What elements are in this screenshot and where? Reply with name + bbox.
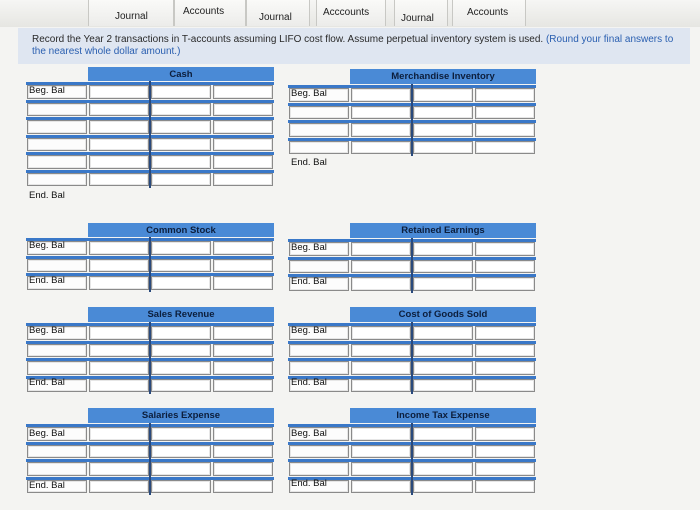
account-row-label-cell (27, 120, 87, 134)
amount-input-cell[interactable] (213, 462, 273, 476)
amount-input-cell[interactable] (213, 85, 273, 99)
amount-input-cell[interactable] (213, 326, 273, 340)
t-account-divider (411, 423, 413, 495)
beg-bal-label: Beg. Bal (29, 325, 65, 336)
t-account-title-sales-revenue: Sales Revenue (88, 307, 274, 322)
amount-input-cell[interactable] (213, 173, 273, 187)
tab-journal-2[interactable] (246, 0, 310, 26)
beg-bal-label: Beg. Bal (29, 428, 65, 439)
amount-input-cell[interactable] (89, 344, 149, 358)
amount-input-cell[interactable] (213, 361, 273, 375)
tab-bar (0, 0, 700, 27)
instructions (32, 34, 682, 58)
amount-input-cell[interactable] (89, 259, 149, 273)
amount-input-cell[interactable] (213, 138, 273, 152)
amount-input-cell[interactable] (351, 361, 411, 375)
t-account-divider (149, 237, 151, 292)
tab-accounts-1-label: Accounts (183, 6, 225, 17)
amount-input-cell[interactable] (351, 462, 411, 476)
t-account-divider (411, 322, 413, 394)
amount-input-cell[interactable] (413, 480, 473, 494)
amount-input-cell[interactable] (89, 480, 149, 494)
tab-journal-3-label: Journal (401, 13, 434, 24)
amount-input-cell[interactable] (413, 88, 473, 102)
amount-input-cell[interactable] (413, 344, 473, 358)
account-row-label-cell (27, 462, 87, 476)
tab-accounts-2-label: Acccounts (323, 7, 370, 18)
t-account-divider (411, 238, 413, 293)
amount-input-cell[interactable] (213, 103, 273, 117)
account-row-label-cell (27, 344, 87, 358)
tab-journal-1-label: Journal (115, 11, 148, 22)
amount-input-cell[interactable] (213, 259, 273, 273)
amount-input-cell[interactable] (89, 85, 149, 99)
beg-bal-label: Beg. Bal (291, 428, 327, 439)
amount-input-cell[interactable] (351, 326, 411, 340)
amount-input-cell[interactable] (89, 155, 149, 169)
amount-input-cell[interactable] (151, 445, 211, 459)
amount-input-cell[interactable] (351, 123, 411, 137)
amount-input-cell[interactable] (151, 173, 211, 187)
t-account-title-cost-of-goods-sold: Cost of Goods Sold (350, 307, 536, 322)
t-account-divider (149, 81, 151, 188)
amount-input-cell[interactable] (213, 379, 273, 393)
end-bal-label: End. Bal (291, 478, 327, 489)
account-row-label-cell (27, 361, 87, 375)
t-account-title-common-stock: Common Stock (88, 223, 274, 237)
amount-input-cell[interactable] (151, 103, 211, 117)
amount-input-cell[interactable] (151, 259, 211, 273)
amount-input-cell[interactable] (475, 326, 535, 340)
amount-input-cell[interactable] (413, 379, 473, 393)
amount-input-cell[interactable] (351, 379, 411, 393)
amount-input-cell[interactable] (351, 480, 411, 494)
amount-input-cell[interactable] (475, 88, 535, 102)
amount-input-cell[interactable] (213, 155, 273, 169)
tab-journal-2-label: Journal (259, 12, 292, 23)
account-row-label-cell (289, 260, 349, 274)
tab-accounts-2[interactable] (316, 0, 386, 26)
account-row-label-cell (289, 361, 349, 375)
amount-input-cell[interactable] (89, 173, 149, 187)
account-row-label-cell (27, 155, 87, 169)
amount-input-cell[interactable] (89, 445, 149, 459)
amount-input-cell[interactable] (89, 120, 149, 134)
amount-input-cell[interactable] (413, 106, 473, 120)
account-row-label-cell (27, 173, 87, 187)
end-bal-label: End. Bal (29, 190, 65, 201)
amount-input-cell[interactable] (89, 276, 149, 290)
beg-bal-label: Beg. Bal (291, 242, 327, 253)
amount-input-cell[interactable] (413, 260, 473, 274)
amount-input-cell[interactable] (151, 85, 211, 99)
amount-input-cell[interactable] (351, 106, 411, 120)
amount-input-cell[interactable] (89, 103, 149, 117)
end-bal-label: End. Bal (29, 480, 65, 491)
amount-input-cell[interactable] (151, 120, 211, 134)
amount-input-cell[interactable] (475, 260, 535, 274)
amount-input-cell[interactable] (413, 242, 473, 256)
tab-journal-1[interactable] (88, 0, 174, 26)
end-bal-label: End. Bal (291, 276, 327, 287)
amount-input-cell[interactable] (151, 276, 211, 290)
account-row-label-cell (289, 445, 349, 459)
beg-bal-label: Beg. Bal (291, 325, 327, 336)
tab-accounts-3[interactable] (452, 0, 526, 26)
t-account-divider (149, 423, 151, 495)
t-account-title-cash: Cash (88, 67, 274, 81)
t-account-title-merchandise-inventory: Merchandise Inventory (350, 69, 536, 84)
amount-input-cell[interactable] (475, 123, 535, 137)
amount-input-cell[interactable] (351, 445, 411, 459)
tab-journal-3[interactable] (394, 0, 448, 26)
amount-input-cell[interactable] (351, 260, 411, 274)
end-bal-label: End. Bal (291, 377, 327, 388)
amount-input-cell[interactable] (351, 277, 411, 291)
account-row-label-cell (289, 141, 349, 155)
amount-input-cell[interactable] (413, 141, 473, 155)
amount-input-cell[interactable] (89, 138, 149, 152)
end-bal-label: End. Bal (29, 275, 65, 286)
amount-input-cell[interactable] (151, 427, 211, 441)
amount-input-cell[interactable] (213, 276, 273, 290)
instruction-note: (Round your final answers to the nearest whole dollar amount.) (32, 34, 674, 57)
amount-input-cell[interactable] (351, 344, 411, 358)
t-account-title-salaries-expense: Salaries Expense (88, 408, 274, 423)
amount-input-cell[interactable] (351, 88, 411, 102)
tab-accounts-3-label: Accounts (467, 7, 509, 18)
beg-bal-label: Beg. Bal (291, 88, 327, 99)
instruction-text: Record the Year 2 transactions in T-accounts assuming LIFO cost flow. Assume perpetual inventory system is used. (32, 34, 544, 45)
amount-input-cell[interactable] (413, 277, 473, 291)
amount-input-cell[interactable] (151, 379, 211, 393)
account-row-label-cell (27, 103, 87, 117)
amount-input-cell[interactable] (413, 445, 473, 459)
amount-input-cell[interactable] (413, 462, 473, 476)
beg-bal-label: Beg. Bal (29, 85, 65, 96)
account-row-label-cell (27, 138, 87, 152)
amount-input-cell[interactable] (475, 106, 535, 120)
amount-input-cell[interactable] (89, 361, 149, 375)
tab-accounts-1[interactable] (174, 0, 246, 26)
amount-input-cell[interactable] (475, 480, 535, 494)
amount-input-cell[interactable] (475, 379, 535, 393)
beg-bal-label: Beg. Bal (29, 240, 65, 251)
amount-input-cell[interactable] (351, 242, 411, 256)
amount-input-cell[interactable] (351, 427, 411, 441)
amount-input-cell[interactable] (151, 326, 211, 340)
amount-input-cell[interactable] (89, 241, 149, 255)
amount-input-cell[interactable] (413, 361, 473, 375)
amount-input-cell[interactable] (413, 123, 473, 137)
amount-input-cell[interactable] (151, 241, 211, 255)
amount-input-cell[interactable] (475, 242, 535, 256)
amount-input-cell[interactable] (151, 462, 211, 476)
t-account-divider (411, 84, 413, 156)
account-row-label-cell (289, 106, 349, 120)
end-bal-label: End. Bal (29, 377, 65, 388)
amount-input-cell[interactable] (213, 241, 273, 255)
amount-input-cell[interactable] (475, 445, 535, 459)
end-bal-label: End. Bal (291, 157, 327, 168)
t-account-title-retained-earnings: Retained Earnings (350, 223, 536, 238)
amount-input-cell[interactable] (151, 361, 211, 375)
amount-input-cell[interactable] (213, 120, 273, 134)
amount-input-cell[interactable] (213, 480, 273, 494)
amount-input-cell[interactable] (213, 427, 273, 441)
amount-input-cell[interactable] (475, 344, 535, 358)
account-row-label-cell (27, 445, 87, 459)
amount-input-cell[interactable] (151, 480, 211, 494)
amount-input-cell[interactable] (89, 427, 149, 441)
amount-input-cell[interactable] (475, 141, 535, 155)
amount-input-cell[interactable] (413, 427, 473, 441)
amount-input-cell[interactable] (213, 344, 273, 358)
amount-input-cell[interactable] (89, 326, 149, 340)
amount-input-cell[interactable] (89, 462, 149, 476)
amount-input-cell[interactable] (475, 361, 535, 375)
amount-input-cell[interactable] (351, 141, 411, 155)
amount-input-cell[interactable] (213, 445, 273, 459)
t-account-title-income-tax-expense: Income Tax Expense (350, 408, 536, 423)
amount-input-cell[interactable] (475, 277, 535, 291)
amount-input-cell[interactable] (151, 344, 211, 358)
account-row-label-cell (289, 123, 349, 137)
amount-input-cell[interactable] (151, 138, 211, 152)
amount-input-cell[interactable] (89, 379, 149, 393)
amount-input-cell[interactable] (475, 462, 535, 476)
account-row-label-cell (289, 344, 349, 358)
account-row-label-cell (27, 259, 87, 273)
account-row-label-cell (289, 462, 349, 476)
amount-input-cell[interactable] (151, 155, 211, 169)
amount-input-cell[interactable] (475, 427, 535, 441)
t-account-divider (149, 322, 151, 394)
amount-input-cell[interactable] (413, 326, 473, 340)
